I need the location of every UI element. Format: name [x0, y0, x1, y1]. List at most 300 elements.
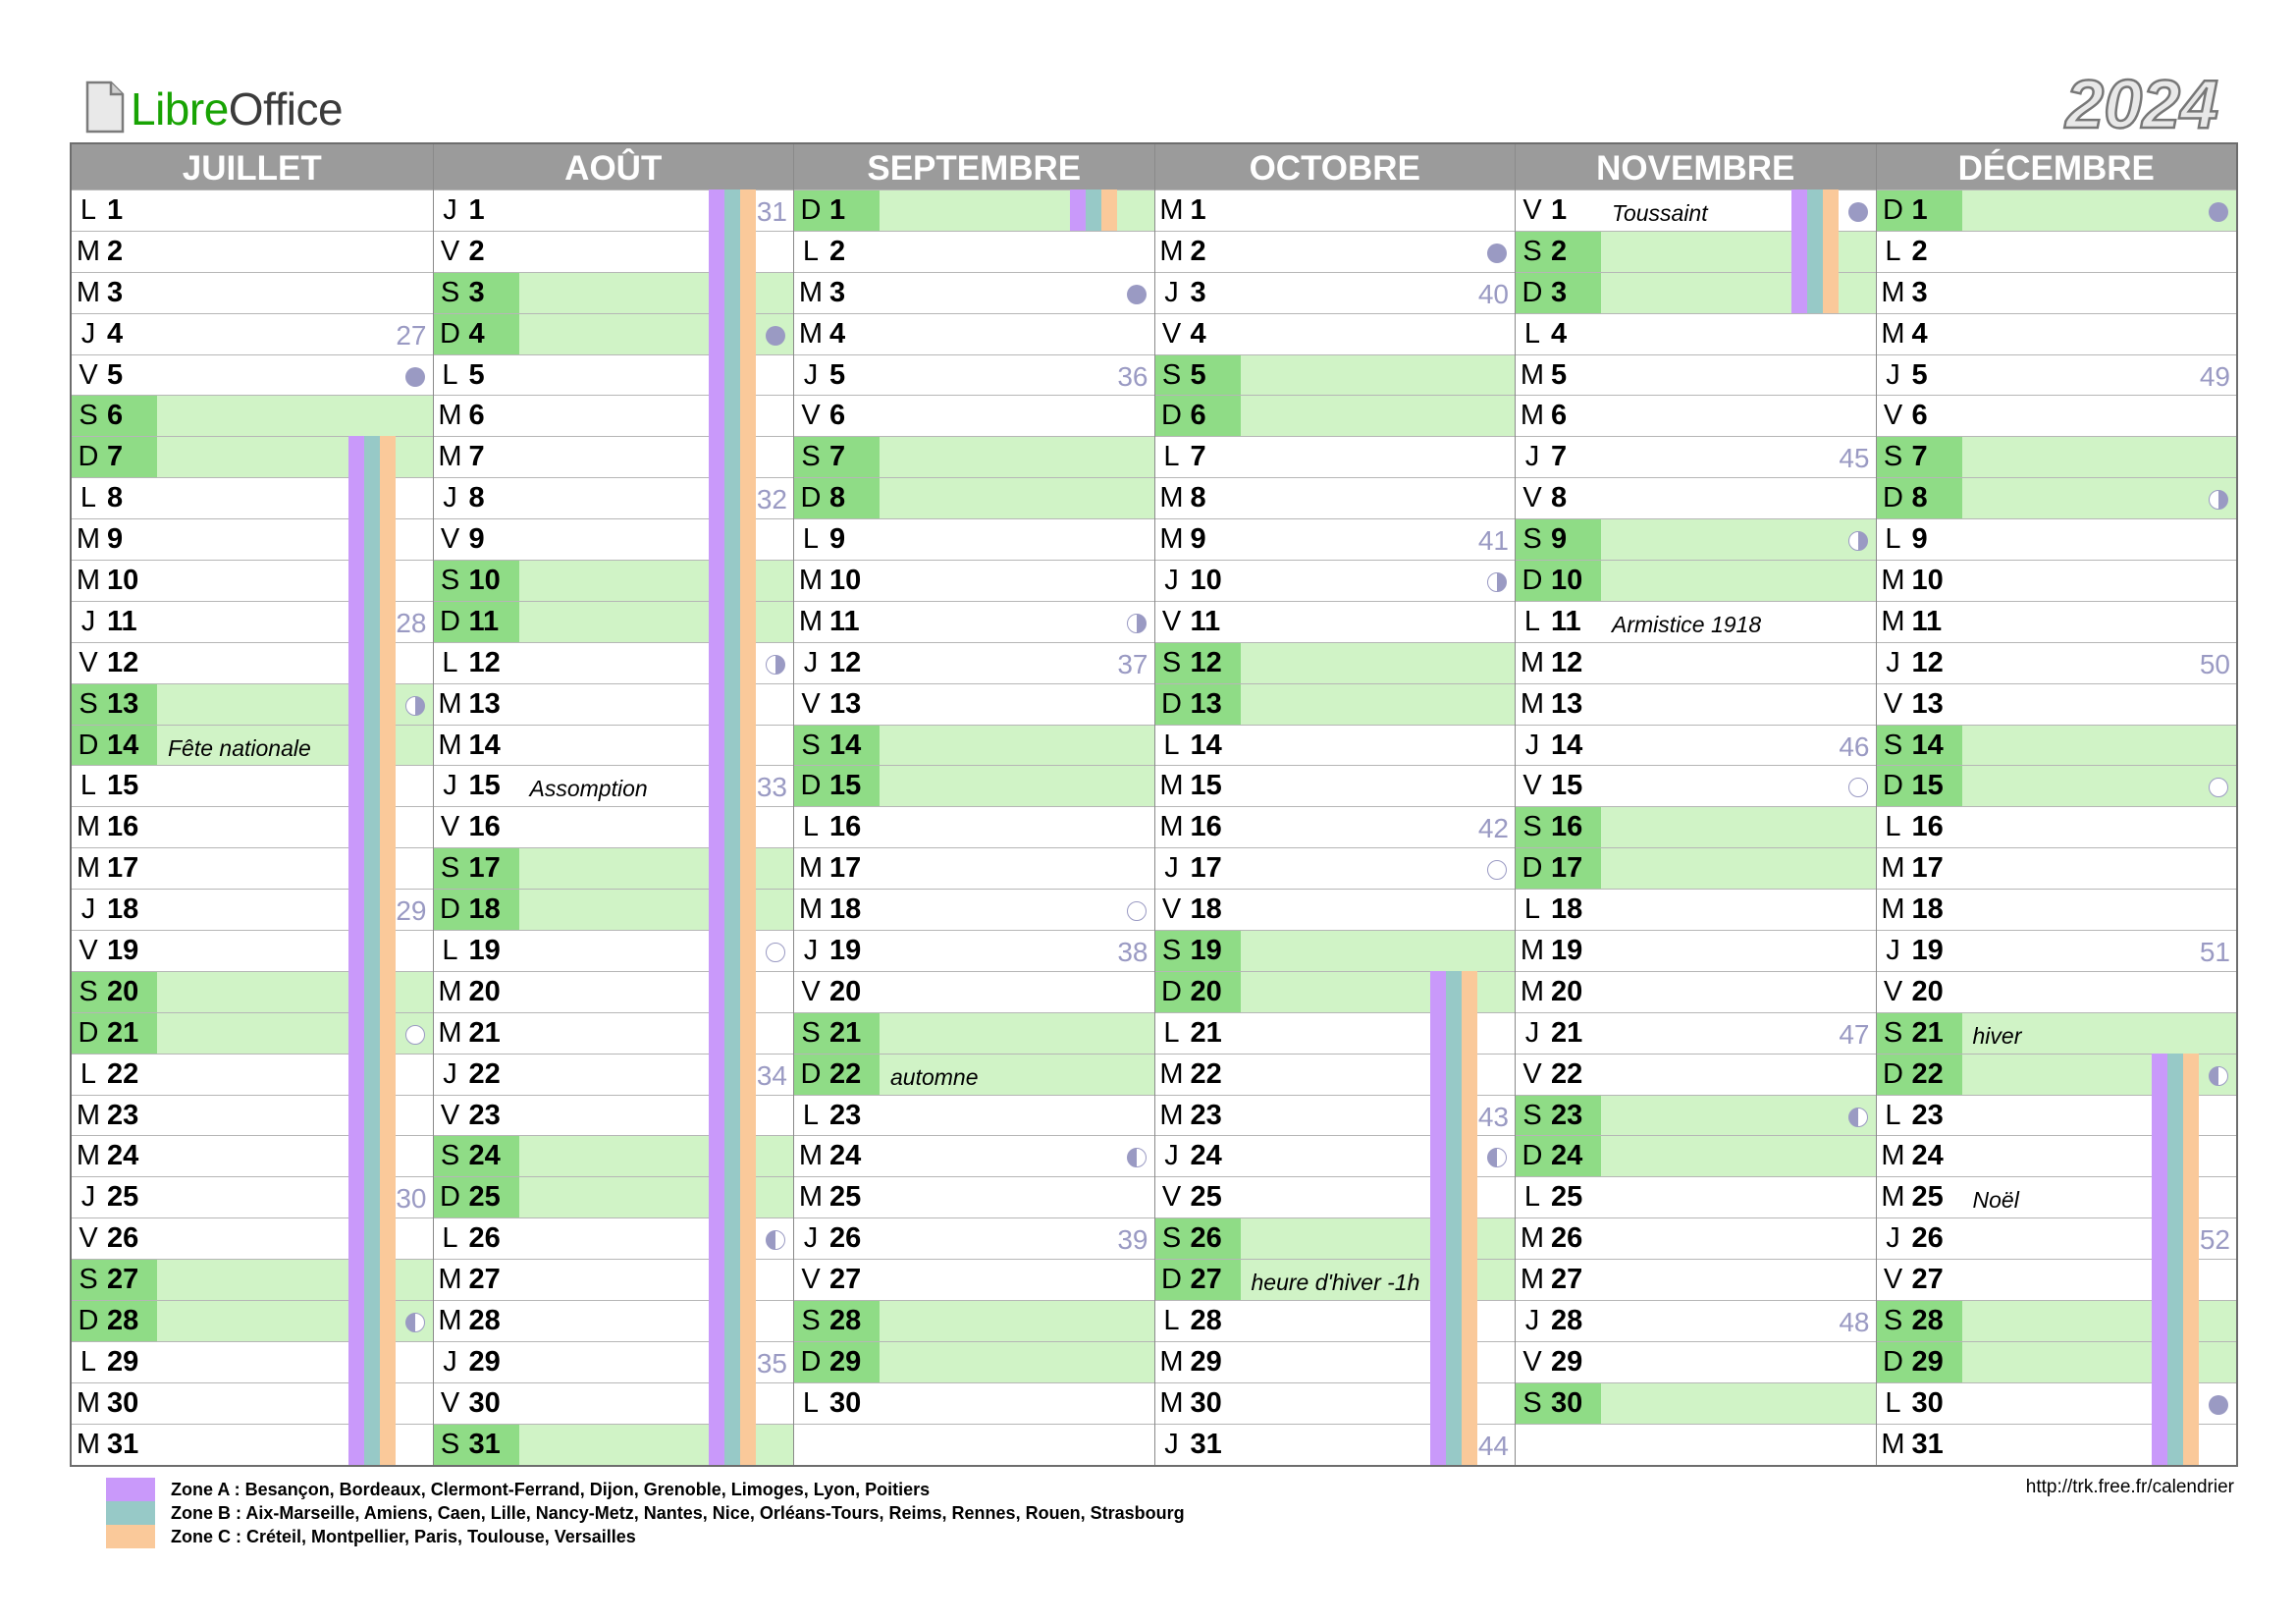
day-number: 12 [468, 646, 501, 678]
holiday-label: hiver [1972, 1022, 2022, 1049]
day-number: 11 [829, 605, 860, 637]
day-number: 3 [1551, 276, 1568, 308]
day-number: 6 [829, 400, 846, 432]
day-number: 18 [1551, 893, 1583, 926]
day-cell [1877, 519, 1962, 560]
weekday-letter: S [1522, 1099, 1542, 1131]
week-number: 39 [1117, 1224, 1148, 1256]
vacation-bar-zone-c [380, 436, 396, 1465]
day-number: 14 [468, 729, 501, 761]
day-cell [794, 1055, 880, 1095]
day-cell [434, 355, 519, 396]
day-number: 10 [1190, 564, 1222, 596]
week-number: 48 [1839, 1307, 1870, 1338]
day-cell [794, 1218, 880, 1259]
day-row [1516, 642, 1876, 683]
day-cell [72, 1425, 157, 1465]
weekday-letter: V [801, 687, 821, 720]
month-days [1516, 189, 1876, 1465]
weekday-letter: L [1523, 605, 1541, 637]
day-cell [1516, 1260, 1601, 1300]
day-number: 13 [829, 687, 862, 720]
vacation-bar-zone-a [1070, 189, 1086, 231]
day-cell [72, 1177, 157, 1217]
weekday-letter: M [76, 1428, 101, 1460]
day-row [1516, 477, 1876, 518]
day-cell [1516, 437, 1601, 477]
weekday-letter: J [443, 770, 457, 802]
day-cell [434, 766, 519, 806]
day-number: 6 [1551, 400, 1568, 432]
day-number: 31 [1911, 1428, 1944, 1460]
day-row [794, 1135, 1154, 1176]
weekday-letter: M [1159, 770, 1184, 802]
day-row [794, 1382, 1154, 1424]
day-number: 3 [107, 276, 124, 308]
day-number: 23 [107, 1099, 139, 1131]
day-row [794, 930, 1154, 971]
day-number: 9 [1911, 523, 1928, 556]
day-cell [1877, 437, 1962, 477]
first-quarter-moon-icon [1487, 572, 1507, 592]
weekday-letter: M [1159, 1386, 1184, 1419]
day-cell [1877, 1177, 1962, 1217]
new-moon-icon [1127, 285, 1147, 304]
day-cell [1877, 478, 1962, 518]
weekday-letter: J [443, 482, 457, 514]
weekday-letter: M [438, 729, 462, 761]
day-number: 17 [107, 852, 139, 885]
day-cell [1155, 396, 1241, 436]
day-number: 12 [1551, 646, 1583, 678]
day-number: 25 [107, 1181, 139, 1214]
weekday-letter: L [1885, 811, 1901, 843]
day-row [794, 436, 1154, 477]
day-number: 18 [1911, 893, 1944, 926]
day-cell [72, 437, 157, 477]
weekday-letter: D [1522, 564, 1543, 596]
weekday-letter: L [1163, 729, 1180, 761]
weekday-letter: J [443, 193, 457, 226]
weekday-letter: S [440, 1140, 460, 1172]
weekday-letter: M [798, 893, 824, 926]
day-cell [794, 726, 880, 766]
day-number: 3 [1911, 276, 1928, 308]
weekday-letter: L [80, 1345, 97, 1378]
day-cell [1516, 890, 1601, 930]
weekday-letter: S [1883, 1304, 1903, 1336]
week-number: 41 [1477, 525, 1509, 557]
day-number: 4 [1190, 317, 1206, 350]
weekday-letter: J [1524, 441, 1540, 473]
day-number: 8 [1551, 482, 1568, 514]
day-number: 24 [1551, 1140, 1583, 1172]
week-number: 31 [756, 196, 787, 227]
weekday-letter: J [80, 605, 96, 637]
day-cell [1877, 1301, 1962, 1341]
day-cell [1877, 355, 1962, 396]
day-number: 27 [107, 1264, 139, 1296]
weekday-letter: V [1522, 1057, 1542, 1090]
weekday-letter: L [802, 1099, 820, 1131]
week-number: 50 [2199, 648, 2230, 679]
day-number: 29 [107, 1345, 139, 1378]
weekday-letter: M [76, 235, 101, 267]
weekday-letter: S [440, 852, 460, 885]
day-row [794, 313, 1154, 354]
day-number: 19 [468, 934, 501, 966]
vacation-bar-zone-b [1446, 971, 1462, 1465]
weekday-letter: M [1520, 646, 1545, 678]
day-cell [72, 931, 157, 971]
day-cell [1877, 190, 1962, 231]
day-cell [434, 848, 519, 889]
day-cell [72, 1055, 157, 1095]
day-number: 8 [1190, 482, 1206, 514]
day-row [1155, 313, 1516, 354]
day-cell [794, 355, 880, 396]
day-row [1155, 477, 1516, 518]
weekday-letter: D [1522, 852, 1543, 885]
day-cell [794, 1096, 880, 1136]
day-number: 19 [1551, 934, 1583, 966]
day-cell [1155, 602, 1241, 642]
day-number: 9 [107, 523, 124, 556]
weekday-letter: V [1522, 193, 1542, 226]
weekday-letter: L [80, 1057, 97, 1090]
weekday-letter: L [802, 235, 820, 267]
day-number: 24 [829, 1140, 862, 1172]
day-cell [434, 890, 519, 930]
day-number: 30 [1190, 1386, 1222, 1419]
day-number: 25 [468, 1181, 501, 1214]
day-cell [1877, 1342, 1962, 1382]
weekday-letter: D [800, 482, 822, 514]
day-cell [1516, 1055, 1601, 1095]
day-cell [1516, 766, 1601, 806]
day-number: 20 [468, 975, 501, 1007]
weekday-letter: V [801, 975, 821, 1007]
day-row [1155, 518, 1516, 560]
first-quarter-moon-icon [405, 696, 425, 716]
day-number: 31 [468, 1428, 501, 1460]
weekday-letter: D [78, 1304, 99, 1336]
week-number: 38 [1117, 937, 1148, 968]
day-number: 12 [1911, 646, 1944, 678]
day-number: 30 [1911, 1386, 1944, 1419]
weekday-letter: M [76, 1099, 101, 1131]
legend-zone-b [106, 1501, 1185, 1525]
day-cell [434, 273, 519, 313]
day-number: 4 [107, 317, 124, 350]
zone-c-swatch [106, 1525, 155, 1548]
day-number: 17 [468, 852, 501, 885]
day-number: 21 [1190, 1016, 1222, 1049]
day-number: 12 [107, 646, 139, 678]
day-number: 21 [829, 1016, 862, 1049]
day-cell [1155, 890, 1241, 930]
weekday-letter: V [79, 1222, 98, 1255]
day-cell [794, 437, 880, 477]
month-header: JUILLET [72, 144, 433, 189]
day-cell [794, 190, 880, 231]
day-number: 2 [1190, 235, 1206, 267]
day-cell [72, 1013, 157, 1054]
last-quarter-moon-icon [405, 1313, 425, 1332]
weekday-letter: J [1524, 1304, 1540, 1336]
day-row [1516, 683, 1876, 725]
day-cell [1516, 314, 1601, 354]
day-row [794, 725, 1154, 766]
day-cell [1155, 1425, 1241, 1465]
day-number: 24 [1911, 1140, 1944, 1172]
day-number: 16 [1551, 811, 1583, 843]
weekday-letter: M [438, 441, 462, 473]
day-cell [434, 1342, 519, 1382]
day-cell [794, 396, 880, 436]
day-number: 13 [468, 687, 501, 720]
source-url[interactable]: http://trk.free.fr/calendrier [2025, 1477, 2234, 1497]
day-number: 15 [107, 770, 139, 802]
day-number: 21 [1551, 1016, 1583, 1049]
day-row [794, 272, 1154, 313]
full-moon-icon [1848, 778, 1868, 797]
day-cell [794, 1383, 880, 1424]
day-row [794, 642, 1154, 683]
weekday-letter: J [1164, 564, 1179, 596]
weekday-letter: M [1159, 1099, 1184, 1131]
weekday-letter: J [1886, 934, 1900, 966]
day-cell [72, 519, 157, 560]
day-row [1877, 725, 2237, 766]
day-number: 26 [468, 1222, 501, 1255]
day-row [1155, 889, 1516, 930]
weekday-letter: M [1520, 400, 1545, 432]
calendar-grid [70, 142, 2238, 1467]
day-row [1877, 189, 2237, 231]
full-moon-icon [1127, 901, 1147, 921]
day-number: 16 [1911, 811, 1944, 843]
day-row [1877, 806, 2237, 847]
day-cell [1155, 1177, 1241, 1217]
day-cell [434, 314, 519, 354]
day-number: 27 [468, 1264, 501, 1296]
day-cell [72, 1383, 157, 1424]
vacation-bar-zone-a [1430, 971, 1446, 1465]
day-number: 5 [829, 358, 846, 391]
day-cell [1155, 1055, 1241, 1095]
weekday-letter: J [1886, 358, 1900, 391]
day-number: 10 [107, 564, 139, 596]
day-cell [1155, 1096, 1241, 1136]
day-row [794, 601, 1154, 642]
day-number: 25 [1911, 1181, 1944, 1214]
day-row [794, 1054, 1154, 1095]
weekday-letter: L [80, 482, 97, 514]
day-cell [434, 1383, 519, 1424]
vacation-bar-zone-b [724, 189, 740, 1465]
weekday-letter: D [800, 770, 822, 802]
weekday-letter: S [801, 441, 821, 473]
legend-zone-b-text: Zone B : Aix-Marseille, Amiens, Caen, Lille, Nancy-Metz, Nantes, Nice, Orléans-Tours, Reims, Rennes, Rouen, Strasbourg [171, 1502, 1185, 1523]
day-row [794, 395, 1154, 436]
day-row [1877, 560, 2237, 601]
weekday-letter: D [1883, 482, 1903, 514]
day-number: 21 [468, 1016, 501, 1049]
weekday-letter: V [801, 1264, 821, 1296]
day-number: 7 [468, 441, 485, 473]
weekday-letter: D [800, 1345, 822, 1378]
weekday-letter: J [1164, 852, 1179, 885]
day-row [72, 231, 433, 272]
day-number: 31 [107, 1428, 139, 1460]
full-moon-icon [766, 943, 785, 962]
day-number: 14 [1911, 729, 1944, 761]
day-number: 26 [1190, 1222, 1222, 1255]
day-number: 4 [829, 317, 846, 350]
zone-a-swatch [106, 1478, 155, 1501]
week-number: 43 [1477, 1101, 1509, 1132]
day-number: 14 [1551, 729, 1583, 761]
day-row [1516, 765, 1876, 806]
weekday-letter: L [442, 1222, 458, 1255]
day-cell [1516, 726, 1601, 766]
weekday-letter: V [1883, 400, 1903, 432]
day-row [1516, 889, 1876, 930]
day-cell [1516, 355, 1601, 396]
day-cell [794, 519, 880, 560]
day-number: 2 [1551, 235, 1568, 267]
weekday-letter: V [1883, 1264, 1903, 1296]
last-quarter-moon-icon [1848, 1108, 1868, 1127]
weekday-letter: L [80, 770, 97, 802]
day-row [72, 189, 433, 231]
weekday-letter: L [1885, 1386, 1901, 1419]
day-number: 2 [107, 235, 124, 267]
day-cell [794, 1260, 880, 1300]
day-row [1516, 1054, 1876, 1095]
weekday-letter: M [1159, 811, 1184, 843]
day-cell [1155, 437, 1241, 477]
day-row [1155, 272, 1516, 313]
weekday-letter: S [1161, 646, 1182, 678]
holiday-label: heure d'hiver -1h [1251, 1270, 1420, 1296]
day-cell [1155, 478, 1241, 518]
weekday-letter: V [1883, 687, 1903, 720]
day-row [1155, 765, 1516, 806]
day-number: 26 [107, 1222, 139, 1255]
day-cell [1516, 561, 1601, 601]
day-cell [1516, 1177, 1601, 1217]
full-moon-icon [1487, 860, 1507, 880]
day-cell [434, 726, 519, 766]
day-number: 28 [1190, 1304, 1222, 1336]
weekday-letter: M [438, 1304, 462, 1336]
day-number: 30 [1551, 1386, 1583, 1419]
weekday-letter: J [1524, 729, 1540, 761]
first-quarter-moon-icon [1127, 614, 1147, 633]
day-row [1877, 477, 2237, 518]
weekday-letter: M [438, 687, 462, 720]
day-cell [72, 766, 157, 806]
legend-zone-a [106, 1478, 1185, 1501]
day-cell [434, 478, 519, 518]
libreoffice-logo [85, 73, 343, 134]
day-cell [1516, 1218, 1601, 1259]
weekday-letter: V [1522, 1345, 1542, 1378]
month-column [72, 144, 433, 1465]
day-row [794, 354, 1154, 396]
day-number: 14 [1190, 729, 1222, 761]
day-number: 26 [1911, 1222, 1944, 1255]
day-cell [794, 314, 880, 354]
day-number: 29 [468, 1345, 501, 1378]
day-number: 9 [829, 523, 846, 556]
day-row [1155, 642, 1516, 683]
day-number: 15 [1190, 770, 1222, 802]
day-cell [434, 437, 519, 477]
day-number: 3 [468, 276, 485, 308]
day-cell [1516, 1301, 1601, 1341]
weekday-letter: M [76, 564, 101, 596]
day-number: 30 [107, 1386, 139, 1419]
day-number: 1 [1551, 193, 1568, 226]
weekday-letter: D [1883, 1057, 1903, 1090]
weekday-letter: M [1520, 975, 1545, 1007]
day-number: 4 [1911, 317, 1928, 350]
day-cell [72, 643, 157, 683]
day-number: 27 [1190, 1264, 1222, 1296]
weekday-letter: S [801, 729, 821, 761]
weekday-letter: L [1163, 1016, 1180, 1049]
day-cell [434, 232, 519, 272]
day-cell [1516, 1013, 1601, 1054]
weekday-letter: D [440, 893, 460, 926]
month-days [1155, 189, 1516, 1465]
weekday-letter: V [1161, 605, 1182, 637]
month-column [1154, 144, 1516, 1465]
day-number: 20 [1190, 975, 1222, 1007]
weekday-letter: M [76, 523, 101, 556]
day-number: 27 [1551, 1264, 1583, 1296]
day-number: 20 [1911, 975, 1944, 1007]
weekday-letter: L [1885, 523, 1901, 556]
day-cell [72, 355, 157, 396]
legend-zone-a-text: Zone A : Besançon, Bordeaux, Clermont-Ferrand, Dijon, Grenoble, Limoges, Lyon, Poitiers [171, 1479, 931, 1499]
day-cell [794, 643, 880, 683]
day-number: 22 [468, 1057, 501, 1090]
week-number: 40 [1477, 278, 1509, 309]
day-cell [794, 602, 880, 642]
holiday-label: Armistice 1918 [1612, 611, 1762, 637]
weekday-letter: V [440, 811, 460, 843]
weekday-letter: M [1881, 317, 1905, 350]
day-number: 25 [1551, 1181, 1583, 1214]
day-cell [72, 273, 157, 313]
day-row [1516, 847, 1876, 889]
day-cell [434, 561, 519, 601]
day-row [794, 560, 1154, 601]
weekday-letter: D [1883, 770, 1903, 802]
weekday-letter: S [79, 687, 98, 720]
day-number: 8 [107, 482, 124, 514]
day-cell [794, 232, 880, 272]
day-cell [794, 273, 880, 313]
day-number: 1 [829, 193, 846, 226]
day-number: 24 [1190, 1140, 1222, 1172]
weekday-letter: M [1881, 1428, 1905, 1460]
day-row [794, 1341, 1154, 1382]
